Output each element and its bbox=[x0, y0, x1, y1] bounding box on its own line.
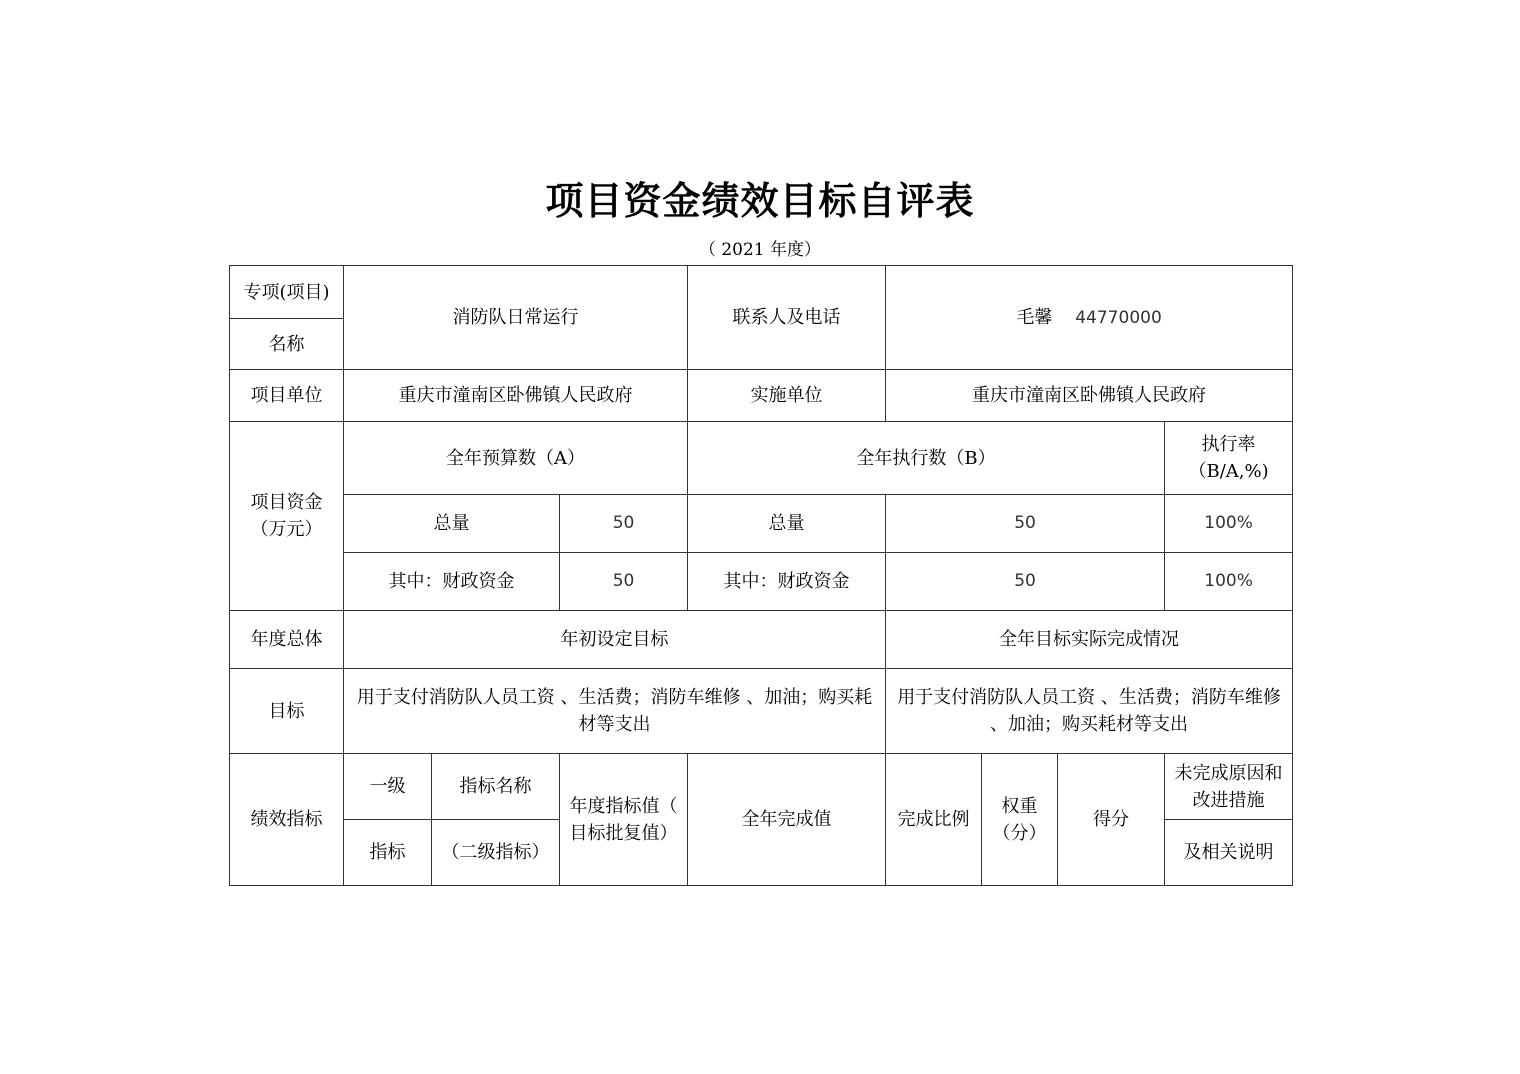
actual-goal-text: 用于支付消防队人员工资 、生活费；消防车维修 、加油；购买耗材等支出 bbox=[886, 669, 1293, 754]
fiscal-exec-value: 50 bbox=[886, 553, 1165, 611]
total-budget-value: 50 bbox=[560, 495, 688, 553]
project-unit-value: 重庆市潼南区卧佛镇人民政府 bbox=[344, 370, 688, 422]
execution-header: 全年执行数（B） bbox=[688, 422, 1165, 495]
total-exec-label: 总量 bbox=[688, 495, 886, 553]
fiscal-budget-value: 50 bbox=[560, 553, 688, 611]
implementing-unit-value: 重庆市潼南区卧佛镇人民政府 bbox=[886, 370, 1293, 422]
reason-header-line2: 及相关说明 bbox=[1165, 820, 1293, 886]
contact-phone: 44770000 bbox=[1075, 307, 1162, 328]
implementing-unit-label: 实施单位 bbox=[688, 370, 886, 422]
weight-header: 权重（分） bbox=[982, 754, 1058, 886]
fiscal-budget-label: 其中：财政资金 bbox=[344, 553, 560, 611]
goals-label-line2: 目标 bbox=[230, 669, 344, 754]
funds-label-line2: （万元） bbox=[250, 519, 323, 540]
year-subtitle: （ 2021 年度） bbox=[698, 240, 822, 260]
total-exec-value: 50 bbox=[886, 495, 1165, 553]
score-header: 得分 bbox=[1058, 754, 1165, 886]
contact-label: 联系人及电话 bbox=[688, 266, 886, 370]
fiscal-exec-rate: 100% bbox=[1165, 553, 1293, 611]
total-exec-rate: 100% bbox=[1165, 495, 1293, 553]
project-unit-label: 项目单位 bbox=[230, 370, 344, 422]
planned-goal-text: 用于支付消防队人员工资 、生活费；消防车维修 、加油；购买耗材等支出 bbox=[344, 669, 886, 754]
full-year-value-header: 全年完成值 bbox=[688, 754, 886, 886]
level1-header-line2: 指标 bbox=[344, 820, 432, 886]
indicator-name-header-line1: 指标名称 bbox=[432, 754, 560, 820]
funds-label bbox=[230, 422, 344, 611]
fiscal-exec-label: 其中：财政资金 bbox=[688, 553, 886, 611]
execution-rate-header-line2: （B/A,%) bbox=[1188, 461, 1269, 482]
completion-ratio-header: 完成比例 bbox=[886, 754, 982, 886]
project-name-label-line2: 名称 bbox=[230, 319, 344, 370]
actual-goal-header: 全年目标实际完成情况 bbox=[886, 611, 1293, 669]
funds-label-line1: 项目资金 bbox=[250, 492, 323, 513]
annual-target-header: 年度指标值（ 目标批复值） bbox=[560, 754, 688, 886]
reason-header-line1: 未完成原因和改进措施 bbox=[1165, 754, 1293, 820]
budget-header: 全年预算数（A） bbox=[344, 422, 688, 495]
level1-header-line1: 一级 bbox=[344, 754, 432, 820]
contact-name: 毛馨 bbox=[1016, 306, 1053, 328]
planned-goal-header: 年初设定目标 bbox=[344, 611, 886, 669]
performance-table bbox=[229, 265, 1293, 886]
indicator-name-header-line2: （二级指标） bbox=[432, 820, 560, 886]
total-budget-label: 总量 bbox=[344, 495, 560, 553]
goals-label-line1: 年度总体 bbox=[230, 611, 344, 669]
execution-rate-header-line1: 执行率 bbox=[1201, 434, 1256, 455]
project-name-label-line1: 专项(项目) bbox=[230, 266, 344, 319]
page-title: 项目资金绩效目标自评表 bbox=[545, 178, 975, 223]
execution-rate-header bbox=[1165, 422, 1293, 495]
indicators-label: 绩效指标 bbox=[230, 754, 344, 886]
project-name-value: 消防队日常运行 bbox=[344, 266, 688, 370]
contact-value bbox=[886, 266, 1293, 370]
